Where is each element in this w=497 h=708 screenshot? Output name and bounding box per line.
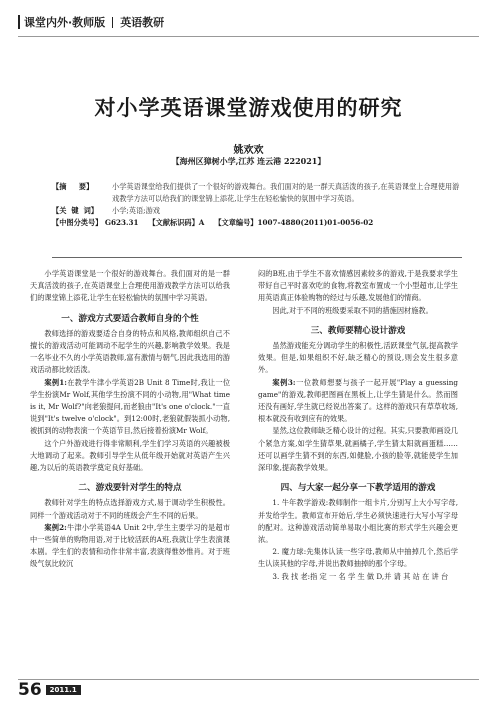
column-name: 英语教研 xyxy=(120,16,165,29)
right-column xyxy=(258,268,458,583)
abstract-text: 小学英语课堂给我们提供了一个很好的游戏舞台。我们面对的是一群天真活泼的孩子,在英语课堂上合理使用游戏教学方法可以给我们的课堂锦上添花,让学生在轻松愉快的氛围中学习英语。 xyxy=(112,182,460,203)
paragraph: 3. 我 找 老:指 定 一 名 学 生 做 D,并 请 其 站 在 讲 台 xyxy=(272,571,449,581)
issue-badge: 2011.1 xyxy=(46,685,81,695)
paragraph: 闷的B班,由于学生不喜欢情感因素较多的游戏,于是我要求学生带好自己平时喜欢吃的食物,将教室布置成一个小型超市,让学生用英语真正体验购物的经过与乐趣,发展他们的情商。 xyxy=(258,269,458,303)
case-text: 在教学牛津小学英语2B Unit 8 Time时,我让一位学生扮演Mr Wolf,其他学生扮演不同的小动物,用"What time is it, Mr Wolf?"向老狼提问,而老狼由"It's one o'clock."一直说到"It's twelve o'clock"。到12:00时,老狼就假装抓小动物,被抓到的动物表演一个英语节目,然后接着扮演Mr Wolf。 xyxy=(30,377,231,436)
abstract-block xyxy=(52,181,462,229)
keywords-row xyxy=(52,205,462,217)
journal-name: 课堂内外·教师版 xyxy=(24,16,106,29)
paragraph: 1. 牛年教学游戏:教师制作一组卡片,分别写上大小写字母,并发给学生。教师宣布开始后,学生必须快速进行大写小写字母的配对。这种游戏活动简单易取小组比赛的形式学生兴趣会更浓。 xyxy=(258,498,458,545)
page-number: 56 xyxy=(18,680,42,700)
case-label: 案例1: xyxy=(44,377,67,387)
case-text: 牛津小学英语4A Unit 2中,学生主要学习的是超市中一些简单的购物用语,对于比较活跃的A班,我就让学生表演课本剧。学生们的表情和动作非常丰富,表演得惟妙惟肖。对于班级气氛比较沉 xyxy=(30,522,230,569)
case-paragraph xyxy=(258,377,458,426)
keywords-text: 小学;英语;游戏 xyxy=(112,206,160,215)
footer-rule xyxy=(18,679,479,680)
header-rule xyxy=(18,36,479,37)
paragraph: 这个户外游戏进行得非常顺利,学生们学习英语的兴趣被极大地调动了起来。教师引导学生从低年级开始就对英语产生兴趣,为以后的英语教学奠定良好基础。 xyxy=(30,438,230,473)
author-affiliation: 【海州区獐树小学,江苏 连云港 222021】 xyxy=(171,156,326,166)
case-paragraph xyxy=(30,377,230,438)
article-title: 对小学英语课堂游戏使用的研究 xyxy=(94,96,403,120)
header-bar xyxy=(18,15,20,29)
paragraph: 教师选择的游戏要适合自身的特点和风格,教师组织自己不擅长的游戏活动可能调动不起学生的兴趣,影响教学效果。我是一名毕业不久的小学英语教师,富有激情与朝气,因此我选用的游戏活动都比较活泼。 xyxy=(30,328,230,375)
article-number: 【文章编号】1007-4880(2011)01-0056-02 xyxy=(214,218,374,227)
classification-row xyxy=(52,217,462,229)
author-name: 姚欢欢 xyxy=(233,145,264,156)
section-heading-2: 二、游戏要针对学生的特点 xyxy=(78,483,182,494)
intro-paragraph: 小学英语课堂是一个很好的游戏舞台。我们面对的是一群天真活泼的孩子,在英语课堂上合理使用游戏教学方法可以给我们的课堂锦上添花,让学生在轻松愉快的氛围中学习英语。 xyxy=(30,269,230,303)
page-footer xyxy=(18,680,81,700)
paragraph: 显然,这位教师缺乏精心设计的过程。其实,只要教师画设几个紧急方案,如学生猜草果,就画橘子,学生猜太阳就画蛋糕……还可以画学生猜不到的东西,如健脸,小孩的脸等,就能使学生加深印象,提高教学效果。 xyxy=(258,426,458,473)
section-heading-4: 四、与大家一起分享一下教学适用的游戏 xyxy=(280,483,436,494)
section-heading-1: 一、游戏方式要适合教师自身的个性 xyxy=(61,313,199,324)
paragraph: 虽然游戏能充分调动学生的积极性,活跃课堂气氛,提高教学效果。但是,如果组织不好,缺乏精心的预设,则会发生很多意外。 xyxy=(258,341,458,375)
left-column xyxy=(30,268,230,571)
case-label: 案例3: xyxy=(272,377,296,387)
paragraph: 因此,对于不同的班级要采取不同的措施因材施教。 xyxy=(272,305,433,315)
keywords-label: 【关 键 词】 xyxy=(52,206,98,215)
paragraph: 教师针对学生的特点选择游戏方式,易于调动学生积极性。同样一个游戏活动对于不同的班级会产生不同的后果。 xyxy=(30,498,230,520)
clc-number: 【中图分类号】 G623.31 xyxy=(52,218,139,227)
abstract-rule xyxy=(52,257,462,258)
journal-header xyxy=(18,14,164,30)
paragraph: 2. 魔力球:先集体认读一些字母,教师从中抽掉几个,然后学生认读其他的字母,并说出教师抽掉的那个字母。 xyxy=(258,547,458,569)
case-label: 案例2: xyxy=(44,522,67,532)
document-code: 【文献标识码】A xyxy=(148,218,205,227)
case-paragraph xyxy=(30,522,230,571)
abstract-row xyxy=(52,181,462,205)
abstract-label: 【摘 要】 xyxy=(52,182,94,191)
section-heading-3: 三、教师要精心设计游戏 xyxy=(310,325,406,336)
case-text: 一位教师想要与孩子一起开展"Play a guessing game"的游戏,教师把图画在黑板上,让学生猜是什么。然而图还没有画好,学生就已经说出答案了。这样的游戏只有草草收场,根本就没有收到应有的效果。 xyxy=(258,377,458,424)
header-separator xyxy=(112,17,113,28)
